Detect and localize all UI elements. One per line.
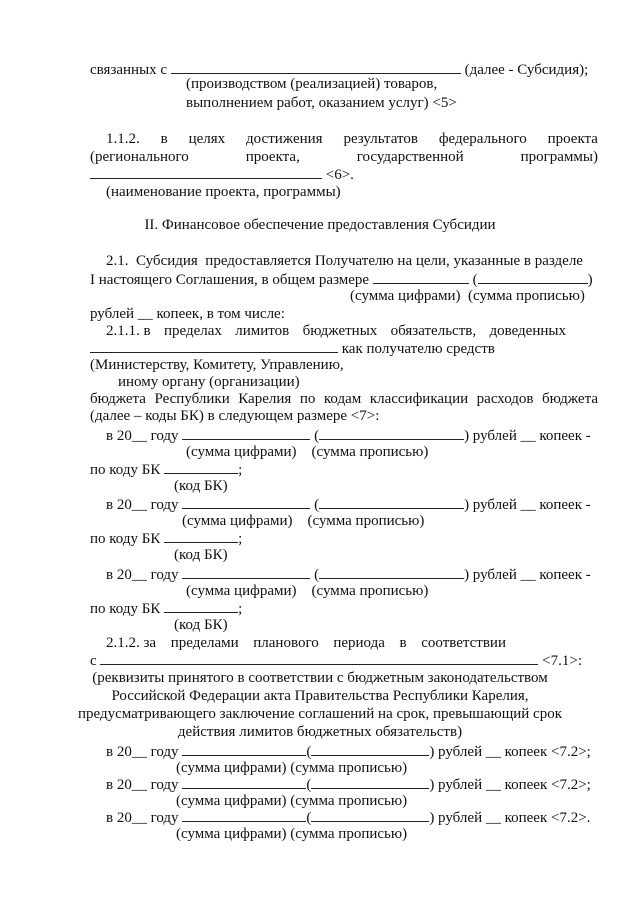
- text: по коду БК: [90, 531, 161, 547]
- para-112-line2: [90, 148, 598, 166]
- blank-field: [478, 270, 588, 284]
- blank-field: [311, 808, 429, 822]
- word: периода: [333, 635, 385, 651]
- footnote-ref: <6>.: [325, 167, 354, 183]
- text: в 20__ году: [106, 567, 179, 583]
- para-212-line2: [90, 651, 582, 670]
- word: планового: [253, 635, 319, 651]
- word: доведенных: [489, 323, 566, 339]
- note-project-name: (наименование проекта, программы): [106, 184, 341, 200]
- bk-note: (код БК): [174, 478, 228, 494]
- para-21-line1: 2.1. Субсидия предоставляется Получателю на цели, указанные в разделе: [106, 253, 583, 269]
- text: в 20__ году: [106, 744, 179, 760]
- word: 2.1.1. в: [106, 323, 151, 339]
- bk-note: (код БК): [174, 617, 228, 633]
- para-21-line3: рублей __ копеек, в том числе:: [90, 306, 285, 322]
- blank-field: [182, 495, 310, 509]
- word: бюджетных: [302, 323, 378, 339]
- word: обязательств,: [390, 323, 477, 339]
- section-title: II. Финансовое обеспечение предоставления Субсидии: [144, 217, 496, 233]
- text-prefix: связанных с: [90, 62, 168, 78]
- text: ) рублей __ копеек -: [464, 428, 591, 444]
- text: ) рублей __ копеек -: [464, 497, 591, 513]
- amount-notes: (сумма цифрами) (сумма прописью): [186, 444, 429, 460]
- text: ) рублей __ копеек <7.2>;: [429, 744, 591, 760]
- word: федерального: [438, 131, 527, 147]
- text: ) рублей __ копеек -: [464, 567, 591, 583]
- para-112-line1: [106, 130, 598, 148]
- word: 1.1.2.: [106, 131, 140, 147]
- word: Карелия: [238, 391, 292, 407]
- para-211-line1: [106, 322, 566, 340]
- bk-row: по коду БК ;: [90, 462, 243, 478]
- word: в: [160, 131, 168, 147]
- word: результатов: [343, 131, 418, 147]
- note-production: (производством (реализацией) товаров,: [186, 76, 438, 92]
- year-row: в 20__ году ( ) рублей __ копеек -: [106, 567, 591, 583]
- blank-field: [182, 808, 306, 822]
- blank-field: [311, 742, 429, 756]
- blank-field: [182, 565, 310, 579]
- word: 2.1.2. за: [106, 635, 157, 651]
- word: лимитов: [235, 323, 290, 339]
- word: проекта,: [245, 149, 300, 165]
- blank-field: [373, 270, 469, 284]
- text: в 20__ году: [106, 777, 179, 793]
- text: ) рублей __ копеек <7.2>;: [429, 777, 591, 793]
- text: I настоящего Соглашения, в общем размере: [90, 272, 370, 288]
- para-112-line3: [90, 165, 354, 184]
- text: с: [90, 653, 97, 669]
- amount-notes: (сумма цифрами) (сумма прописью): [186, 583, 429, 599]
- word: соответствии: [421, 635, 506, 651]
- note-works: выполнением работ, оказанием услуг) <5>: [186, 95, 457, 111]
- blank-field: [311, 775, 429, 789]
- year-row: в 20__ году ( ) рублей __ копеек -: [106, 497, 591, 513]
- word: классификации: [369, 391, 469, 407]
- blank-field: [164, 599, 238, 613]
- blank-field: [164, 460, 238, 474]
- word: целях: [188, 131, 226, 147]
- blank-field: [171, 60, 461, 74]
- para-211-line4: [90, 390, 598, 408]
- text: в 20__ году: [106, 497, 179, 513]
- amount-notes: (сумма цифрами) (сумма прописью): [176, 826, 408, 842]
- para-211-line5: (далее – коды БК) в следующем размере <7>:: [90, 408, 380, 424]
- bk-note: (код БК): [174, 547, 228, 563]
- word: бюджета: [542, 391, 598, 407]
- blank-field: [319, 426, 464, 440]
- text: по коду БК: [90, 601, 161, 617]
- text: как получателю средств: [341, 341, 495, 357]
- year-row: в 20__ году ( ) рублей __ копеек <7.2>;: [106, 777, 591, 793]
- text: в 20__ году: [106, 810, 179, 826]
- note-other-body: иному органу (организации): [118, 374, 300, 390]
- word: государственной: [356, 149, 464, 165]
- word: достижения: [246, 131, 323, 147]
- note-requisites-2: Российской Федерации акта Правительства Республики Карелия,: [111, 688, 529, 704]
- blank-field: [100, 651, 538, 665]
- year-row: в 20__ году ( ) рублей __ копеек -: [106, 428, 591, 444]
- word: кодам: [323, 391, 362, 407]
- blank-field: [182, 426, 310, 440]
- amount-notes: (сумма цифрами) (сумма прописью): [350, 288, 585, 304]
- text: ) рублей __ копеек <7.2>.: [429, 810, 591, 826]
- footnote-ref: <7.1>:: [542, 653, 583, 669]
- text-suffix: (далее - Субсидия);: [464, 62, 589, 78]
- blank-field: [164, 529, 238, 543]
- blank-field: [182, 742, 306, 756]
- word: по: [299, 391, 316, 407]
- bk-row: по коду БК ;: [90, 531, 243, 547]
- bk-row: по коду БК ;: [90, 601, 243, 617]
- para-21-line2: I настоящего Соглашения, в общем размере ( ): [90, 272, 593, 288]
- word: пределах: [163, 323, 222, 339]
- blank-field: [90, 165, 322, 179]
- text: в 20__ году: [106, 428, 179, 444]
- word: Республики: [154, 391, 230, 407]
- text: по коду БК: [90, 462, 161, 478]
- year-row: в 20__ году ( ) рублей __ копеек <7.2>;: [106, 744, 591, 760]
- note-requisites-4: действия лимитов бюджетных обязательств): [177, 724, 463, 740]
- word: пределами: [170, 635, 239, 651]
- word: расходов: [476, 391, 534, 407]
- amount-notes: (сумма цифрами) (сумма прописью): [182, 513, 425, 529]
- blank-field: [182, 775, 306, 789]
- blank-field: [319, 495, 464, 509]
- word: проекта: [547, 131, 598, 147]
- blank-field: [90, 339, 338, 353]
- note-ministry: (Министерству, Комитету, Управлению,: [90, 357, 344, 373]
- blank-field: [319, 565, 464, 579]
- amount-notes: (сумма цифрами) (сумма прописью): [176, 793, 408, 809]
- amount-notes: (сумма цифрами) (сумма прописью): [176, 760, 408, 776]
- para-212-line1: [106, 634, 506, 652]
- year-row: в 20__ году ( ) рублей __ копеек <7.2>.: [106, 810, 591, 826]
- word: бюджета: [90, 391, 146, 407]
- word: (регионального: [90, 149, 189, 165]
- note-requisites-1: (реквизиты принятого в соответствии с бюджетным законодательством: [92, 670, 548, 686]
- note-requisites-3: предусматривающего заключение соглашений на срок, превышающий срок: [77, 706, 562, 722]
- word: в: [399, 635, 407, 651]
- word: программы): [520, 149, 598, 165]
